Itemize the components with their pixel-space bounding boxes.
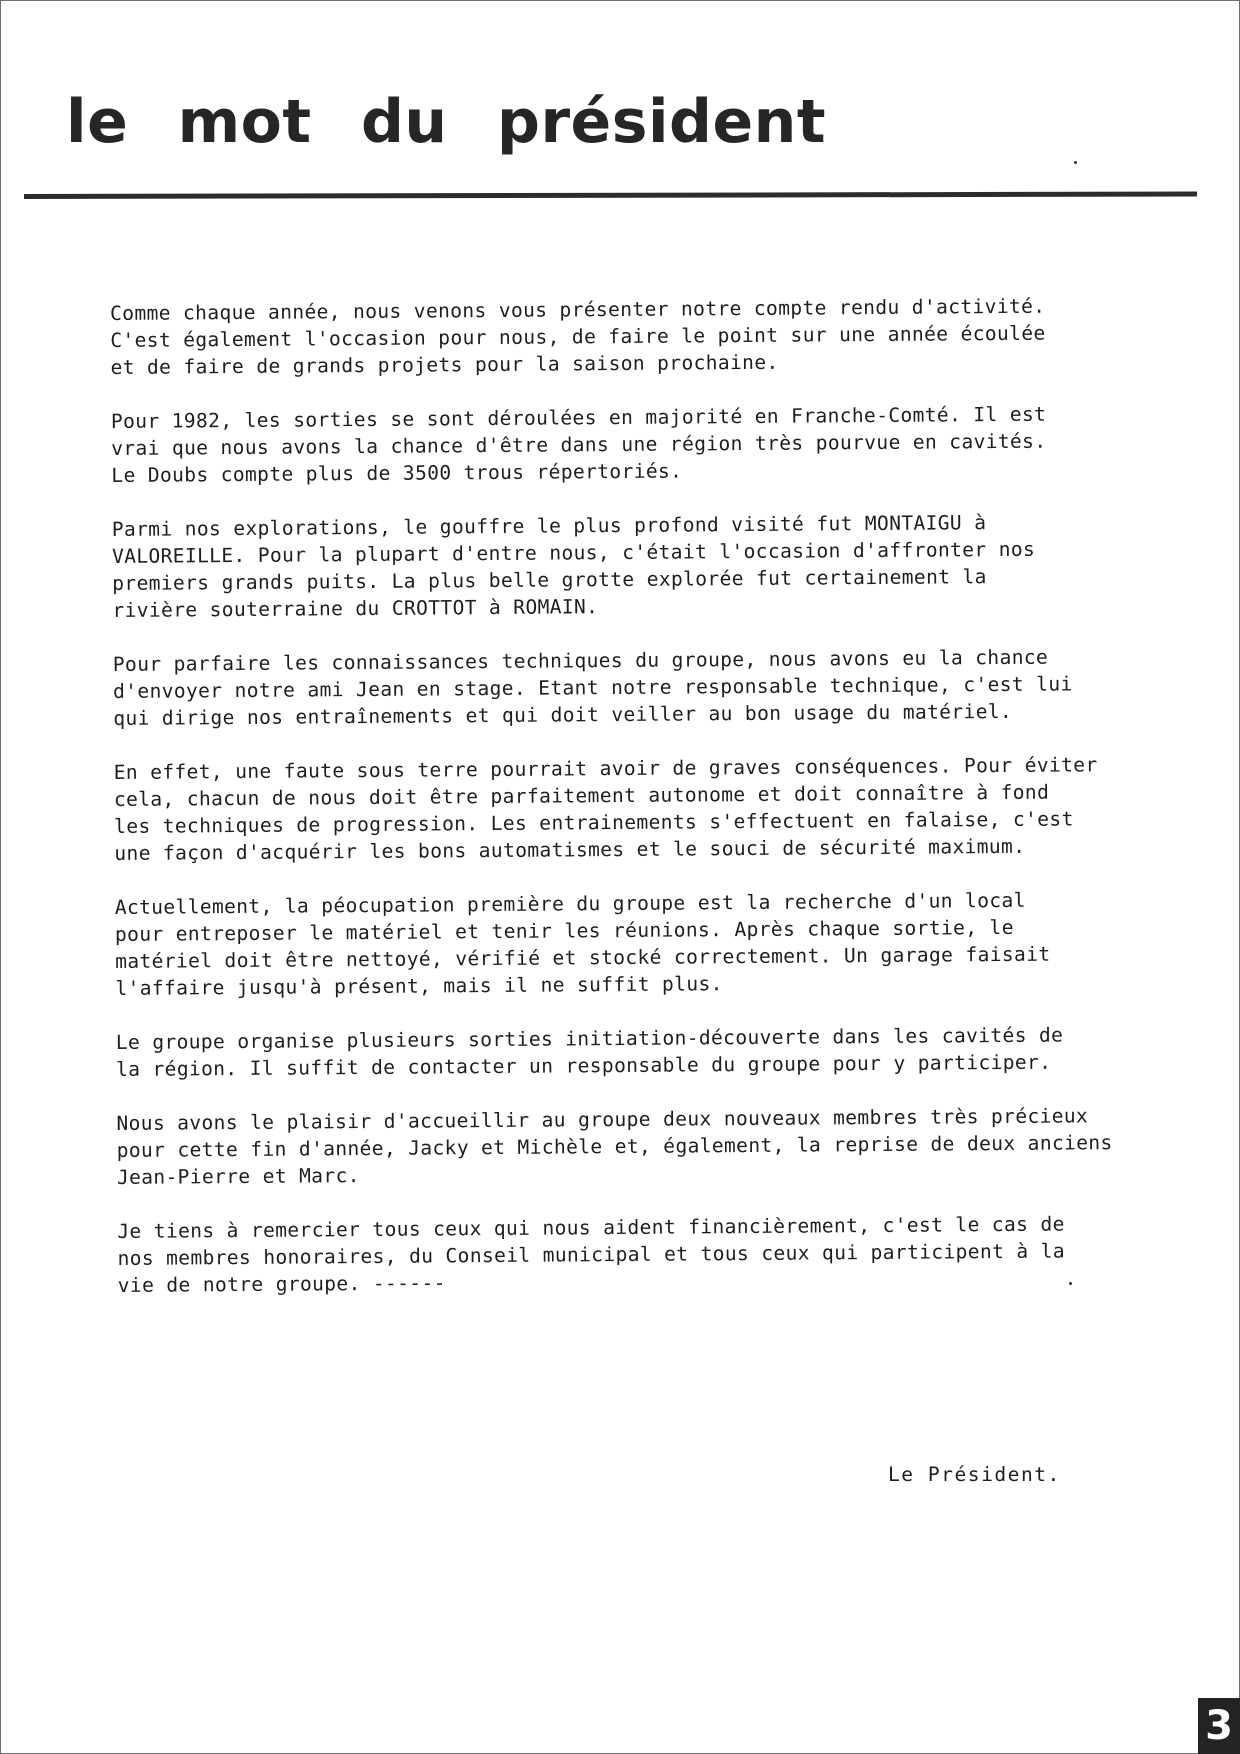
text-line: matériel doit être nettoyé, vérifié et stocké correctement. Un garage faisait	[115, 942, 1051, 973]
text-line: pour cette fin d'année, Jacky et Michèle et, également, la reprise de deux anciens	[116, 1131, 1113, 1162]
text-line: qui dirige nos entraînements et qui doit veiller au bon usage du matériel.	[113, 699, 1013, 730]
page-title: le mot du président	[66, 87, 827, 157]
text-line: Actuellement, la péocupation première du groupe est la recherche d'un local	[114, 888, 1026, 919]
text-line: rivière souterraine du CROTTOT à ROMAIN.	[112, 595, 599, 622]
text-line: En effet, une faute sous terre pourrait avoir de graves conséquences. Pour éviter	[113, 753, 1098, 784]
paragraph-new-members	[116, 1101, 1207, 1191]
text-line: une façon d'acquérir les bons automatismes et le souci de sécurité maximum.	[114, 834, 1026, 865]
text-line: l'affaire jusqu'à présent, mais il ne suffit plus.	[115, 972, 723, 1000]
text-line: Nous avons le plaisir d'accueillir au groupe deux nouveaux membres très précieux	[116, 1104, 1089, 1135]
paragraph-technical-training	[113, 642, 1204, 732]
signature: Le Président.	[888, 1463, 1061, 1486]
text-line: Le Doubs compte plus de 3500 trous répertoriés.	[111, 459, 683, 487]
text-line: Parmi nos explorations, le gouffre le plus profond visité fut MONTAIGU à	[111, 511, 987, 541]
text-line: Comme chaque année, nous venons vous présenter notre compte rendu d'activité.	[110, 294, 1046, 325]
text-line: Je tiens à remercier tous ceux qui nous aident financièrement, c'est le cas de	[117, 1212, 1065, 1243]
text-line: nos membres honoraires, du Conseil municipal et tous ceux qui participent à la	[117, 1239, 1066, 1270]
text-line: et de faire de grands projets pour la saison prochaine.	[110, 350, 779, 379]
text-line: vrai que nous avons la chance d'être dans une région très pourvue en cavités.	[111, 429, 1047, 460]
text-line: pour entreposer le matériel et tenir les réunions. Après chaque sortie, le	[114, 915, 1014, 946]
paragraph-1982-outings	[111, 399, 1202, 489]
paragraph-safety	[114, 750, 1205, 867]
text-line: Le groupe organise plusieurs sorties initiation-découverte dans les cavités de	[115, 1023, 1064, 1054]
text-line: vie de notre groupe. ------	[117, 1271, 446, 1297]
paragraph-intro	[110, 291, 1201, 381]
text-line: cela, chacun de nous doit être parfaitement autonome et doit connaître à fond	[113, 780, 1050, 811]
title-underline-rule	[24, 192, 1197, 199]
text-line: C'est également l'occasion pour nous, de faire le point sur une année écoulée	[110, 321, 1046, 352]
letter-body	[110, 291, 1208, 1326]
page-number-badge: 3	[1198, 1698, 1240, 1754]
text-line: premiers grands puits. La plus belle grotte explorée fut certainement la	[112, 565, 987, 595]
paragraph-initiation-outings	[116, 1020, 1206, 1083]
text-line: Pour 1982, les sorties se sont déroulées en majorité en Franche-Comté. Il est	[110, 402, 1047, 433]
text-line: Jean-Pierre et Marc.	[116, 1164, 360, 1189]
paragraph-premises	[115, 885, 1206, 1002]
paragraph-thanks	[117, 1209, 1208, 1299]
text-line: la région. Il suffit de contacter un responsable du groupe pour y participer.	[115, 1050, 1052, 1081]
text-line: Pour parfaire les connaissances techniques du groupe, nous avons eu la chance	[112, 645, 1049, 676]
paragraph-explorations	[112, 507, 1203, 624]
text-line: les techniques de progression. Les entrainements s'effectuent en falaise, c'est	[114, 807, 1074, 838]
text-line: VALOREILLE. Pour la plupart d'entre nous, c'était l'occasion d'affronter nos	[111, 537, 1036, 568]
text-line: d'envoyer notre ami Jean en stage. Etant notre responsable technique, c'est lui	[112, 672, 1073, 703]
scan-speck	[1074, 161, 1077, 164]
